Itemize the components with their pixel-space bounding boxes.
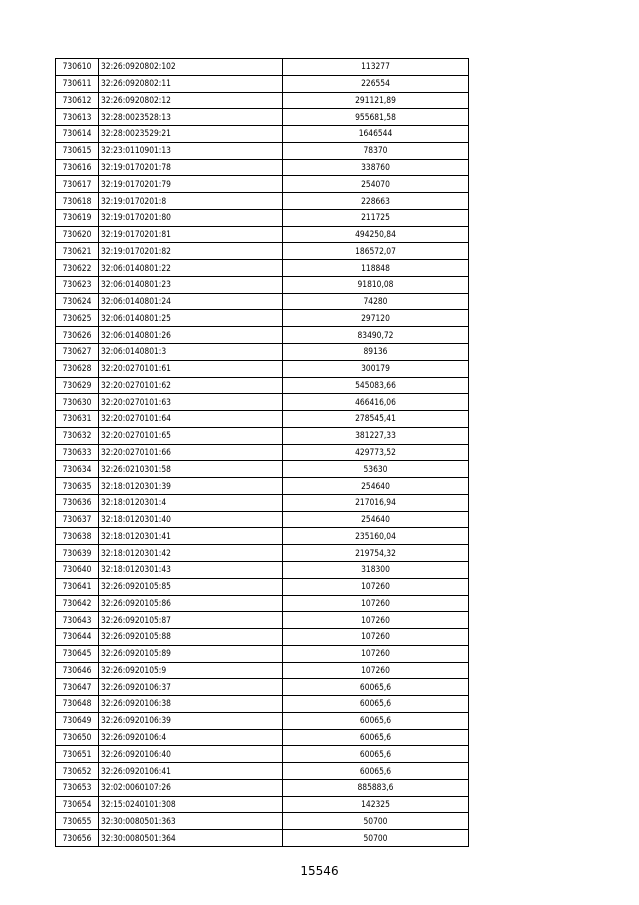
cadastral-value-cell: 254640 bbox=[283, 478, 469, 495]
cadastral-value-cell: 291121,89 bbox=[283, 92, 469, 109]
cadastral-value-cell: 60065,6 bbox=[283, 746, 469, 763]
row-number-cell: 730652 bbox=[56, 763, 99, 780]
row-number-cell: 730622 bbox=[56, 260, 99, 277]
row-number-cell: 730641 bbox=[56, 578, 99, 595]
cadastral-value-cell: 50700 bbox=[283, 813, 469, 830]
cadastral-value-cell: 107260 bbox=[283, 595, 469, 612]
cadastral-value-cell: 278545,41 bbox=[283, 411, 469, 428]
cadastral-number-cell: 32:26:0920105:87 bbox=[99, 612, 283, 629]
cadastral-value-cell: 142325 bbox=[283, 796, 469, 813]
cadastral-number-cell: 32:26:0920802:11 bbox=[99, 75, 283, 92]
table-row bbox=[56, 176, 469, 193]
cadastral-value-cell: 107260 bbox=[283, 662, 469, 679]
table-row bbox=[56, 779, 469, 796]
row-number-cell: 730624 bbox=[56, 293, 99, 310]
table-row bbox=[56, 327, 469, 344]
cadastral-value-cell: 466416,06 bbox=[283, 394, 469, 411]
cadastral-value-cell: 545083,66 bbox=[283, 377, 469, 394]
cadastral-value-cell: 89136 bbox=[283, 344, 469, 361]
table-row bbox=[56, 260, 469, 277]
cadastral-value-cell: 74280 bbox=[283, 293, 469, 310]
row-number-cell: 730633 bbox=[56, 444, 99, 461]
cadastral-value-cell: 91810,08 bbox=[283, 276, 469, 293]
table-row bbox=[56, 729, 469, 746]
table-row bbox=[56, 662, 469, 679]
row-number-cell: 730631 bbox=[56, 411, 99, 428]
cadastral-number-cell: 32:23:0110901:13 bbox=[99, 142, 283, 159]
cadastral-value-cell: 955681,58 bbox=[283, 109, 469, 126]
cadastral-number-cell: 32:20:0270101:64 bbox=[99, 411, 283, 428]
table-row bbox=[56, 293, 469, 310]
table-row bbox=[56, 427, 469, 444]
cadastral-number-cell: 32:26:0920106:4 bbox=[99, 729, 283, 746]
row-number-cell: 730655 bbox=[56, 813, 99, 830]
table-row bbox=[56, 696, 469, 713]
row-number-cell: 730619 bbox=[56, 209, 99, 226]
table-row bbox=[56, 142, 469, 159]
row-number-cell: 730627 bbox=[56, 344, 99, 361]
row-number-cell: 730651 bbox=[56, 746, 99, 763]
cadastral-value-cell: 300179 bbox=[283, 360, 469, 377]
row-number-cell: 730615 bbox=[56, 142, 99, 159]
table-row bbox=[56, 561, 469, 578]
cadastral-value-table bbox=[55, 58, 469, 847]
row-number-cell: 730654 bbox=[56, 796, 99, 813]
row-number-cell: 730628 bbox=[56, 360, 99, 377]
cadastral-number-cell: 32:06:0140801:3 bbox=[99, 344, 283, 361]
table-row bbox=[56, 109, 469, 126]
cadastral-value-cell: 83490,72 bbox=[283, 327, 469, 344]
cadastral-number-cell: 32:26:0920106:37 bbox=[99, 679, 283, 696]
cadastral-number-cell: 32:20:0270101:63 bbox=[99, 394, 283, 411]
row-number-cell: 730636 bbox=[56, 494, 99, 511]
cadastral-value-cell: 60065,6 bbox=[283, 712, 469, 729]
cadastral-number-cell: 32:18:0120301:39 bbox=[99, 478, 283, 495]
table-row bbox=[56, 59, 469, 76]
table-row bbox=[56, 796, 469, 813]
row-number-cell: 730614 bbox=[56, 126, 99, 143]
cadastral-number-cell: 32:18:0120301:42 bbox=[99, 545, 283, 562]
cadastral-value-cell: 50700 bbox=[283, 830, 469, 847]
cadastral-number-cell: 32:26:0920105:9 bbox=[99, 662, 283, 679]
row-number-cell: 730611 bbox=[56, 75, 99, 92]
cadastral-number-cell: 32:06:0140801:22 bbox=[99, 260, 283, 277]
cadastral-value-cell: 113277 bbox=[283, 59, 469, 76]
row-number-cell: 730617 bbox=[56, 176, 99, 193]
cadastral-value-cell: 228663 bbox=[283, 193, 469, 210]
cadastral-value-cell: 219754,32 bbox=[283, 545, 469, 562]
row-number-cell: 730629 bbox=[56, 377, 99, 394]
row-number-cell: 730621 bbox=[56, 243, 99, 260]
cadastral-number-cell: 32:26:0920106:40 bbox=[99, 746, 283, 763]
cadastral-value-cell: 211725 bbox=[283, 209, 469, 226]
cadastral-number-cell: 32:19:0170201:79 bbox=[99, 176, 283, 193]
cadastral-number-cell: 32:28:0023528:13 bbox=[99, 109, 283, 126]
row-number-cell: 730616 bbox=[56, 159, 99, 176]
cadastral-value-cell: 254640 bbox=[283, 511, 469, 528]
cadastral-number-cell: 32:06:0140801:23 bbox=[99, 276, 283, 293]
cadastral-number-cell: 32:18:0120301:41 bbox=[99, 528, 283, 545]
table-row bbox=[56, 92, 469, 109]
row-number-cell: 730618 bbox=[56, 193, 99, 210]
row-number-cell: 730640 bbox=[56, 561, 99, 578]
cadastral-value-cell: 107260 bbox=[283, 578, 469, 595]
table-row bbox=[56, 645, 469, 662]
cadastral-number-cell: 32:18:0120301:43 bbox=[99, 561, 283, 578]
cadastral-value-cell: 429773,52 bbox=[283, 444, 469, 461]
cadastral-value-cell: 107260 bbox=[283, 612, 469, 629]
cadastral-number-cell: 32:02:0060107:26 bbox=[99, 779, 283, 796]
cadastral-value-cell: 338760 bbox=[283, 159, 469, 176]
cadastral-number-cell: 32:06:0140801:26 bbox=[99, 327, 283, 344]
cadastral-value-cell: 60065,6 bbox=[283, 763, 469, 780]
cadastral-number-cell: 32:20:0270101:65 bbox=[99, 427, 283, 444]
cadastral-number-cell: 32:20:0270101:61 bbox=[99, 360, 283, 377]
row-number-cell: 730625 bbox=[56, 310, 99, 327]
table-row bbox=[56, 813, 469, 830]
cadastral-number-cell: 32:26:0920802:102 bbox=[99, 59, 283, 76]
cadastral-number-cell: 32:26:0920105:88 bbox=[99, 629, 283, 646]
table-row bbox=[56, 209, 469, 226]
cadastral-value-cell: 53630 bbox=[283, 461, 469, 478]
cadastral-value-cell: 226554 bbox=[283, 75, 469, 92]
cadastral-number-cell: 32:19:0170201:81 bbox=[99, 226, 283, 243]
table-row bbox=[56, 712, 469, 729]
cadastral-number-cell: 32:26:0920105:86 bbox=[99, 595, 283, 612]
cadastral-number-cell: 32:26:0920802:12 bbox=[99, 92, 283, 109]
cadastral-number-cell: 32:26:0920105:89 bbox=[99, 645, 283, 662]
row-number-cell: 730635 bbox=[56, 478, 99, 495]
cadastral-number-cell: 32:19:0170201:8 bbox=[99, 193, 283, 210]
cadastral-value-cell: 118848 bbox=[283, 260, 469, 277]
cadastral-number-cell: 32:06:0140801:25 bbox=[99, 310, 283, 327]
row-number-cell: 730646 bbox=[56, 662, 99, 679]
row-number-cell: 730648 bbox=[56, 696, 99, 713]
cadastral-number-cell: 32:30:0080501:364 bbox=[99, 830, 283, 847]
table-row bbox=[56, 226, 469, 243]
table-row bbox=[56, 126, 469, 143]
cadastral-number-cell: 32:26:0920106:39 bbox=[99, 712, 283, 729]
table-row bbox=[56, 243, 469, 260]
table-row bbox=[56, 545, 469, 562]
row-number-cell: 730653 bbox=[56, 779, 99, 796]
cadastral-value-cell: 297120 bbox=[283, 310, 469, 327]
cadastral-number-cell: 32:26:0210301:58 bbox=[99, 461, 283, 478]
cadastral-number-cell: 32:30:0080501:363 bbox=[99, 813, 283, 830]
table-row bbox=[56, 193, 469, 210]
row-number-cell: 730647 bbox=[56, 679, 99, 696]
cadastral-value-cell: 60065,6 bbox=[283, 696, 469, 713]
table-row bbox=[56, 528, 469, 545]
cadastral-value-cell: 186572,07 bbox=[283, 243, 469, 260]
cadastral-number-cell: 32:26:0920105:85 bbox=[99, 578, 283, 595]
row-number-cell: 730612 bbox=[56, 92, 99, 109]
cadastral-value-cell: 107260 bbox=[283, 645, 469, 662]
cadastral-number-cell: 32:28:0023529:21 bbox=[99, 126, 283, 143]
table-row bbox=[56, 612, 469, 629]
cadastral-value-cell: 381227,33 bbox=[283, 427, 469, 444]
row-number-cell: 730643 bbox=[56, 612, 99, 629]
cadastral-value-cell: 60065,6 bbox=[283, 729, 469, 746]
row-number-cell: 730610 bbox=[56, 59, 99, 76]
table-row bbox=[56, 444, 469, 461]
cadastral-number-cell: 32:26:0920106:41 bbox=[99, 763, 283, 780]
table-row bbox=[56, 511, 469, 528]
row-number-cell: 730637 bbox=[56, 511, 99, 528]
row-number-cell: 730632 bbox=[56, 427, 99, 444]
table-row bbox=[56, 830, 469, 847]
cadastral-value-cell: 318300 bbox=[283, 561, 469, 578]
table-row bbox=[56, 75, 469, 92]
table-row bbox=[56, 344, 469, 361]
row-number-cell: 730613 bbox=[56, 109, 99, 126]
table-row bbox=[56, 494, 469, 511]
cadastral-number-cell: 32:15:0240101:308 bbox=[99, 796, 283, 813]
table-row bbox=[56, 595, 469, 612]
table-body bbox=[56, 59, 469, 847]
row-number-cell: 730638 bbox=[56, 528, 99, 545]
table-row bbox=[56, 578, 469, 595]
row-number-cell: 730642 bbox=[56, 595, 99, 612]
table-row bbox=[56, 394, 469, 411]
cadastral-value-cell: 217016,94 bbox=[283, 494, 469, 511]
cadastral-number-cell: 32:19:0170201:80 bbox=[99, 209, 283, 226]
row-number-cell: 730639 bbox=[56, 545, 99, 562]
row-number-cell: 730645 bbox=[56, 645, 99, 662]
row-number-cell: 730630 bbox=[56, 394, 99, 411]
cadastral-value-cell: 885883,6 bbox=[283, 779, 469, 796]
cadastral-number-cell: 32:06:0140801:24 bbox=[99, 293, 283, 310]
table-row bbox=[56, 763, 469, 780]
table-row bbox=[56, 478, 469, 495]
cadastral-value-cell: 107260 bbox=[283, 629, 469, 646]
row-number-cell: 730626 bbox=[56, 327, 99, 344]
table-row bbox=[56, 310, 469, 327]
row-number-cell: 730634 bbox=[56, 461, 99, 478]
table-row bbox=[56, 629, 469, 646]
table-row bbox=[56, 360, 469, 377]
row-number-cell: 730649 bbox=[56, 712, 99, 729]
row-number-cell: 730650 bbox=[56, 729, 99, 746]
cadastral-number-cell: 32:26:0920106:38 bbox=[99, 696, 283, 713]
cadastral-value-cell: 1646544 bbox=[283, 126, 469, 143]
cadastral-number-cell: 32:19:0170201:78 bbox=[99, 159, 283, 176]
row-number-cell: 730644 bbox=[56, 629, 99, 646]
table-row bbox=[56, 746, 469, 763]
row-number-cell: 730656 bbox=[56, 830, 99, 847]
page-number: 15546 bbox=[300, 864, 339, 878]
cadastral-value-cell: 235160,04 bbox=[283, 528, 469, 545]
table-row bbox=[56, 461, 469, 478]
cadastral-number-cell: 32:19:0170201:82 bbox=[99, 243, 283, 260]
cadastral-value-cell: 254070 bbox=[283, 176, 469, 193]
cadastral-value-cell: 494250,84 bbox=[283, 226, 469, 243]
cadastral-number-cell: 32:18:0120301:40 bbox=[99, 511, 283, 528]
cadastral-value-cell: 60065,6 bbox=[283, 679, 469, 696]
table-row bbox=[56, 411, 469, 428]
table-row bbox=[56, 276, 469, 293]
cadastral-number-cell: 32:20:0270101:66 bbox=[99, 444, 283, 461]
cadastral-number-cell: 32:20:0270101:62 bbox=[99, 377, 283, 394]
cadastral-value-cell: 78370 bbox=[283, 142, 469, 159]
row-number-cell: 730623 bbox=[56, 276, 99, 293]
table-row bbox=[56, 159, 469, 176]
row-number-cell: 730620 bbox=[56, 226, 99, 243]
cadastral-number-cell: 32:18:0120301:4 bbox=[99, 494, 283, 511]
table-row bbox=[56, 377, 469, 394]
table-row bbox=[56, 679, 469, 696]
